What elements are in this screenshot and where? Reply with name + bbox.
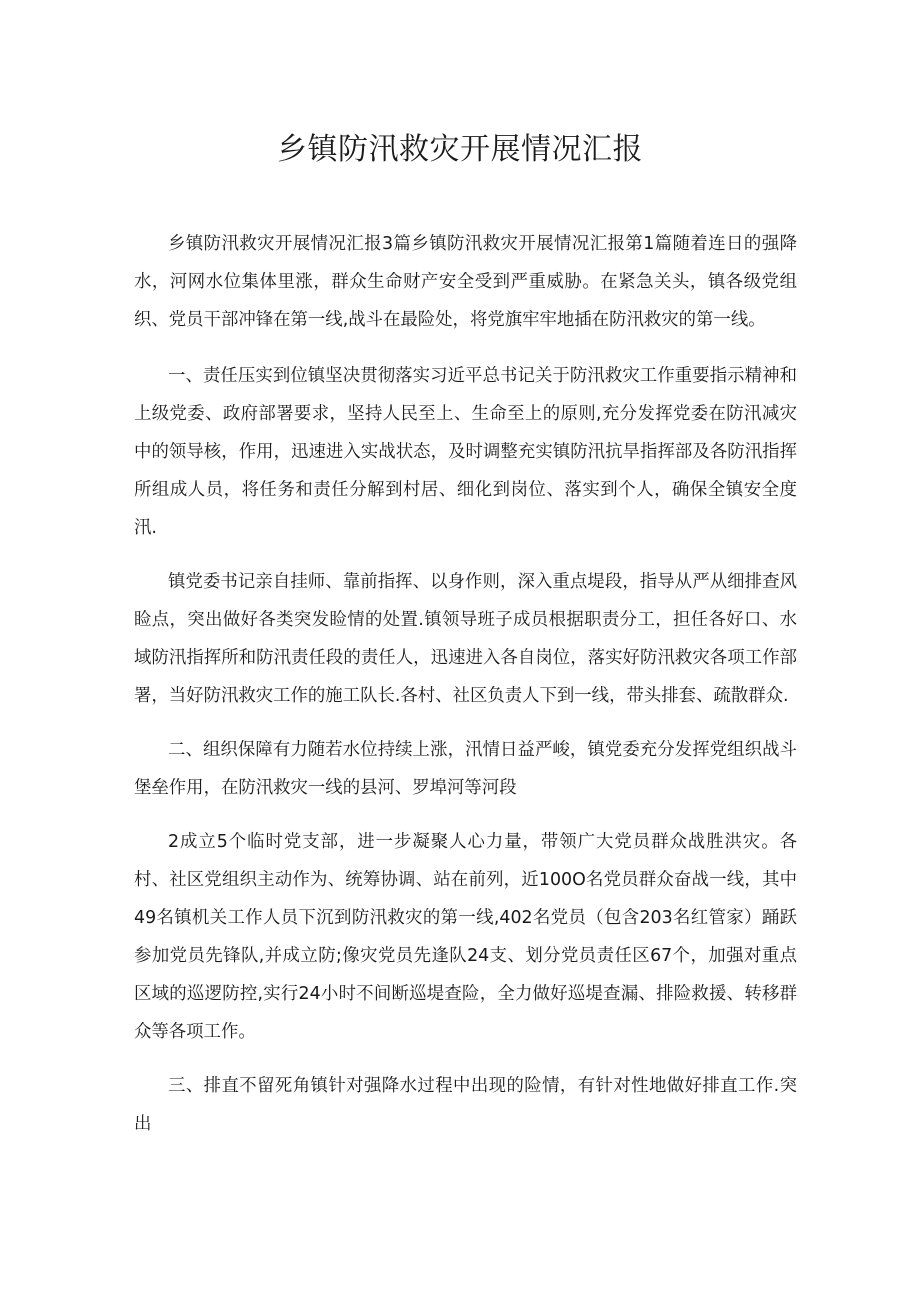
paragraph-inspection: 三、排直不留死角镇针对强降水过程中出现的险情，有针对性地做好排直工作.突出 — [134, 1076, 797, 1134]
paragraph-responsibility: 一、责任压实到位镇坚决贯彻落实习近平总书记关于防汛救灾工作重要指示精神和上级党委、政府部署要求，坚持人民至上、生命至上的原则,充分发挥党委在防汛减灾中的领导核，作用，迅速进入实战状态，及时调整充实镇防汛抗旱指挥部及各防汛指挥所组成人员，将任务和责任分解到村居、细化到岗位、落实到个人，确保全镇安全度汛. — [134, 366, 797, 538]
paragraph-party-branches: 2成立5个临时党支部，进一步凝聚人心力量，带领广大党员群众战胜洪灾。各村、社区党组织主动作为、统筹协调、站在前列，近100O名党员群众奋战一线，其中49名镇机关工作人员下沉到防汛救灾的第一线,402名党员（包含203名红管家）踊跃参加党员先锋队,并成立防;像灾党员先逢队24支、划分党员责任区67个，加强对重点区域的巡逻防控,实行24小时不间断巡堤查险，全力做好巡堤查漏、排险救援、转移群众等各项工作。 — [134, 832, 797, 1042]
document-title: 乡镇防汛救灾开展情况汇报 — [277, 132, 643, 167]
document-body — [134, 225, 797, 1159]
paragraph-intro: 乡镇防汛救灾开展情况汇报3篇乡镇防汛救灾开展情况汇报第1篇随着连日的强降水，河网水位集体里涨，群众生命财产安全受到严重威胁。在紧急关头，镇各级党组织、党员干部冲锋在第一线,战斗在最险处，将党旗牢牢地插在防汛救灾的第一线。 — [134, 234, 797, 330]
paragraph-secretary: 镇党委书记亲自挂师、靠前指挥、以身作则，深入重点堤段，指导从严从细排查风睑点，突出做好各类突发睑情的处置.镇领导班子成员根据职责分工，担任各好口、水域防汛指挥所和防汛责任段的责任人，迅速进入各自岗位，落实好防汛救灾各项工作部署，当好防汛救灾工作的施工队长.各村、社区负责人下到一线，带头排套、疏散群众. — [134, 572, 797, 706]
paragraph-organization: 二、组织保障有力随若水位持续上涨，汛情日益严峻，镇党委充分发挥党组织战斗堡垒作用，在防汛救灾一线的县河、罗埠河等河段 — [134, 740, 797, 798]
